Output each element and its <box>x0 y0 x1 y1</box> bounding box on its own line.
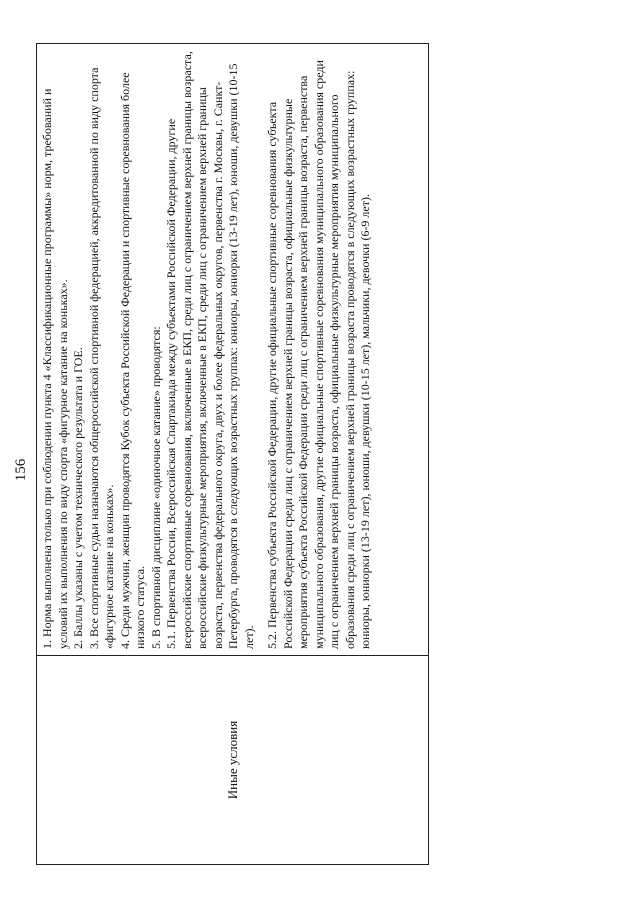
paragraph-5: 5. В спортивной дисциплине «одиночное катание» проводятся: <box>148 326 163 649</box>
label-cell <box>37 655 428 864</box>
paragraph-3: 3. Все спортивные судьи назначаются общероссийской спортивной федерацией, аккредитованной по виду спорта «фигурное катание на коньках». <box>86 67 116 649</box>
paragraph-2: 2. Баллы указаны с учетом технического результата и ГОЕ. <box>71 347 85 649</box>
label-text: Иные условия <box>224 720 240 800</box>
page-number: 156 <box>13 458 29 482</box>
content-cell <box>37 44 428 655</box>
paragraph-1: 1. Норма выполнена только при соблюдении пункта 4 «Классификационные программы» норм, требований и условий их выполнения по виду спорта «фигурное катание на коньках». <box>40 88 70 649</box>
paragraph-5-1: 5.1. Первенства России, Всероссийская Спартакиада между субъектами Российской Федерации, другие всероссийские спортивные соревнования, включенные в ЕКП, среди лиц с ограничением верхней границы возраста, всероссийские физкультурные мероприятия, включенные в ЕКП, среди лиц с ограничением верхней границы возраста, первенства федерального округа, двух и более федеральных округов, первенства г. Москвы, г. Санкт-Петербурга, проводятся в следующих возрастных группах: юниоры, юниорки (13-19 лет), юноши, девушки (10-15 лет). <box>164 51 256 649</box>
paragraph-5-2: 5.2. Первенства субъекта Российской Федерации, другие официальные спортивные соревнования субъекта Российской Федерации среди лиц с ограничением верхней границы возраста, официальные физкультурные мероприятия субъекта Российской Федерации среди лиц с ограничением верхней границы возраста, первенства муниципального образования, другие официальные спортивные соревнования муниципального образования среди лиц с ограничением верхней границы возраста, официальные физкультурные мероприятия муниципального образования среди лиц с ограничением верхней границы возраста проводятся в следующих возрастных группах: юниоры, юниорки (13-19 лет), юноши, девушки (10-15 лет), мальчики, девочки (6-9 лет). <box>265 60 372 649</box>
conditions-table <box>36 43 429 865</box>
paragraph-4: 4. Среди мужчин, женщин проводятся Кубок субъекта Российской Федерации и спортивные соревнования более низкого статуса. <box>117 72 147 649</box>
